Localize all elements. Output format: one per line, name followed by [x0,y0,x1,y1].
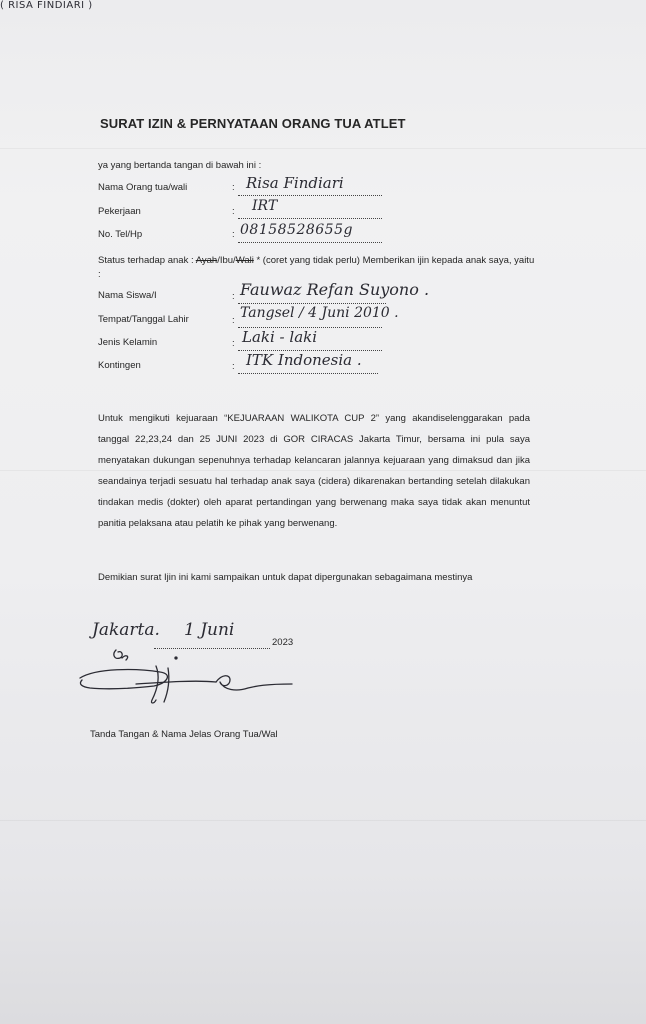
fill-line [238,373,378,374]
signature-caption: Tanda Tangan & Nama Jelas Orang Tua/Wal [90,729,278,740]
parent-name-label: Nama Orang tua/wali [98,182,188,193]
paper-crease [0,820,646,821]
fill-line [238,242,382,243]
year-text: 2023 [272,637,294,648]
status-suffix: * (coret yang tidak perlu) Memberikan ijin kepada anak saya, yaitu : [98,255,535,280]
contingent-label: Kontingen [98,360,141,371]
gender-label: Jenis Kelamin [98,337,158,348]
colon: : [232,291,235,302]
struck-option-ayah: Ayah [195,255,218,266]
intro-text: ya yang bertanda tangan di bawah ini : [98,160,262,171]
place-value: Jakarta. [92,620,160,640]
status-prefix: Status terhadap anak : [98,255,196,266]
statement-paragraph: Untuk mengikuti kejuaraan “KEJUARAAN WALIKOTA CUP 2” yang akandiselenggarakan pada tanggal 22,23,24 dan 25 JUNI 2023 di GOR CIRACAS Jakarta Timur, bersama ini pula saya menyatakan dukungan sepenuhnya terhadap kelancaran jalannya kejuaraan yang dimaksud dan jika seandainya terjadi sesuatu hal terhadap anak saya (cidera) dikarenakan bertanding setelah dilakukan tindakan medis (dokter) oleh aparat pertandingan yang berwenang maka saya tidak akan menuntut panitia pelaksana atau pelatih ke pihak yang berwenang. [98,413,530,529]
phone-value: 08158528655g [240,222,353,238]
colon: : [232,206,235,217]
student-name-value: Fauwaz Refan Suyono . [240,280,430,299]
colon: : [232,182,235,193]
document-title: SURAT IZIN & PERNYATAAN ORANG TUA ATLET [100,116,406,131]
contingent-value: ITK Indonesia . [246,351,362,369]
gender-value: Laki - laki [242,328,318,346]
fill-line [238,303,386,304]
phone-label: No. Tel/Hp [98,229,143,240]
fill-line [238,218,382,219]
fill-line [238,195,382,196]
colon: : [232,229,235,240]
colon: : [232,338,235,349]
date-value: 1 Juni [184,620,235,640]
occupation-value: IRT [252,198,278,214]
colon: : [232,361,235,372]
closing-paragraph: Demikian surat Ijin ini kami sampaikan untuk dapat dipergunakan sebagaimana mestinya [98,572,473,583]
colon: : [232,315,235,326]
parent-name-value: Risa Findiari [246,174,344,192]
occupation-label: Pekerjaan [98,206,141,217]
student-name-label: Nama Siswa/I [98,290,157,301]
birth-place-date-value: Tangsel / 4 Juni 2010 . [240,305,399,321]
status-mid: /Ibu/ [217,255,236,266]
birth-place-date-label: Tempat/Tanggal Lahir [98,314,189,325]
signature-name: ( RISA FINDIARI ) [0,0,93,11]
status-statement [98,254,538,282]
struck-option-wali: Wali [235,255,254,266]
paper-crease [0,148,646,149]
signature-scribble [76,644,300,710]
